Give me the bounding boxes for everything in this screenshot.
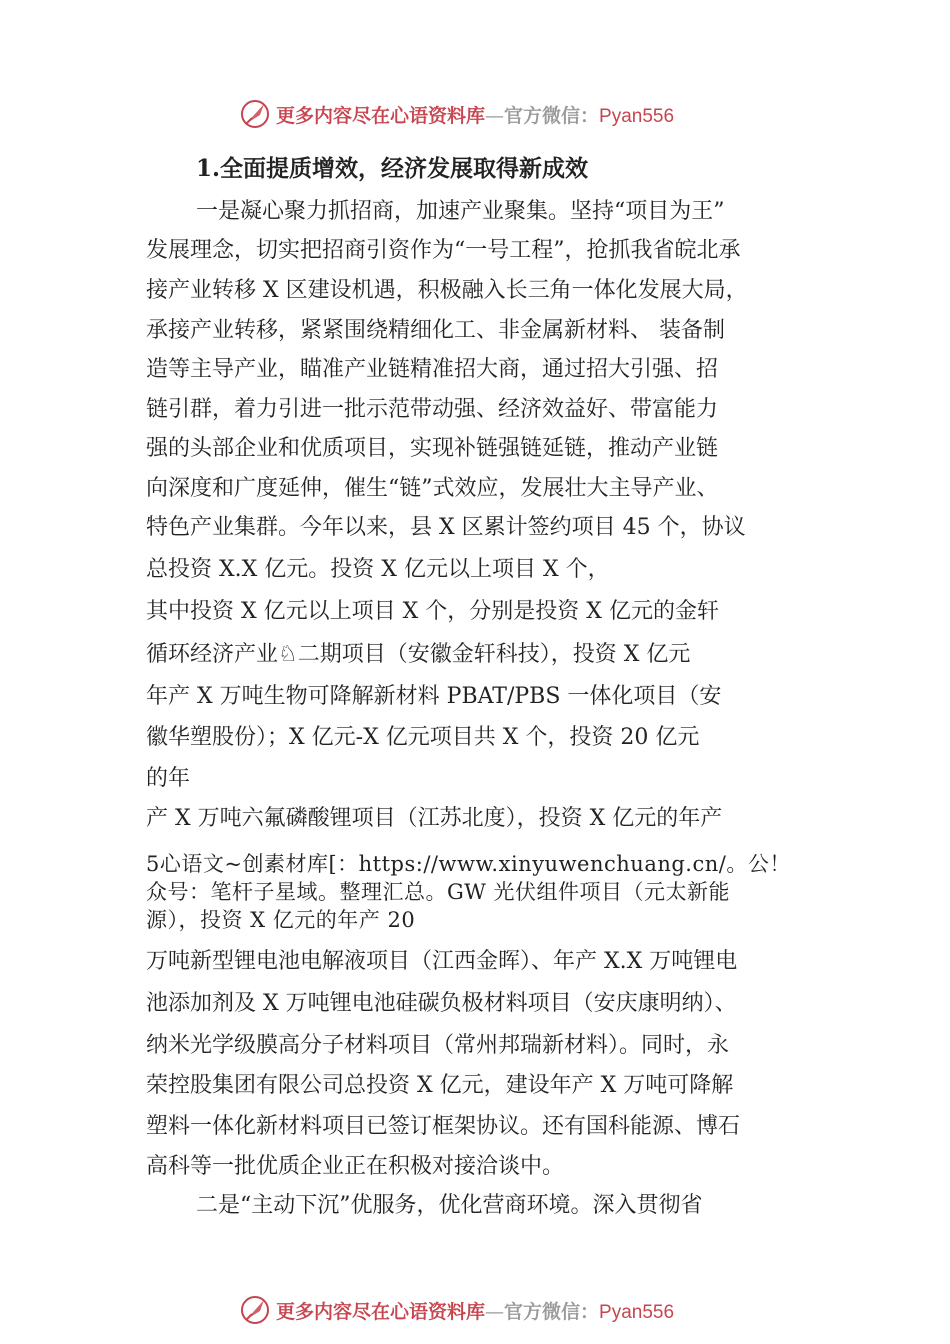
banner-wechat-id: Pyan556	[599, 1301, 675, 1323]
paragraph-line: 承接产业转移，紧紧围绕精细化工、非金属新材料、 装备制	[146, 318, 725, 343]
paragraph-line: 5心语文~创素材库[：https://www.xinyuwenchuang.cn/。公！	[146, 852, 791, 876]
paragraph-line: 源），投资 X 亿元的年产 20	[146, 908, 416, 932]
paragraph-line: 接产业转移 X 区建设机遇，积极融入长三角一体化发展大局，	[146, 278, 748, 303]
paragraph-line: 纳米光学级膜高分子材料项目（常州邦瑞新材料）。同时，永	[146, 1033, 730, 1058]
paragraph-line: 特色产业集群。今年以来，县 X 区累计签约项目 45 个，协议	[146, 515, 746, 540]
banner-main-text: 更多内容尽在心语资料库	[276, 1300, 486, 1323]
paragraph-line: 万吨新型锂电池电解液项目（江西金晖）、年产 X.X 万吨锂电	[146, 949, 738, 974]
section-heading: 1.全面提质增效，经济发展取得新成效	[196, 155, 589, 182]
paragraph-line: 池添加剂及 X 万吨锂电池硅碳负极材料项目（安庆康明纳）、	[146, 991, 737, 1016]
paragraph-line: 二是“主动下沉”优服务，优化营商环境。深入贯彻省	[196, 1193, 703, 1218]
paragraph-line: 造等主导产业，瞄准产业链精准招大商，通过招大引强、招	[146, 357, 719, 382]
paragraph-line: 强的头部企业和优质项目，实现补链强链延链，推动产业链	[146, 436, 719, 461]
paragraph-line: 年产 X 万吨生物可降解新材料 PBAT/PBS 一体化项目（安	[146, 684, 722, 709]
banner-dash: —	[485, 104, 505, 127]
paragraph-line: 一是凝心聚力抓招商，加速产业聚集。坚持“项目为王”	[196, 199, 725, 224]
banner-label: 官方微信：	[504, 104, 600, 127]
paragraph-line: 循环经济产业♘二期项目（安徽金轩科技），投资 X 亿元	[146, 642, 691, 667]
paragraph-line: 总投资 X.X 亿元。投资 X 亿元以上项目 X 个，	[146, 557, 610, 582]
paragraph-line: 向深度和广度延伸，催生“链”式效应，发展壮大主导产业、	[146, 476, 719, 501]
paragraph-line: 众号：笔杆子星域。整理汇总。GW 光伏组件项目（元太新能	[146, 880, 731, 904]
paragraph-line: 发展理念，切实把招商引资作为“一号工程”，抢抓我省皖北承	[146, 238, 741, 263]
paragraph-line: 荣控股集团有限公司总投资 X 亿元，建设年产 X 万吨可降解	[146, 1073, 734, 1098]
quill-logo-icon	[238, 1293, 272, 1327]
banner-main-text: 更多内容尽在心语资料库	[276, 104, 486, 127]
paragraph-line: 塑料一体化新材料项目已签订框架协议。还有国科能源、博石	[146, 1114, 741, 1139]
footer-watermark-banner	[0, 1290, 950, 1330]
paragraph-line: 徽华塑股份）；X 亿元-X 亿元项目共 X 个，投资 20 亿元	[146, 725, 700, 750]
quill-logo-icon	[238, 97, 272, 131]
paragraph-line: 链引群，着力引进一批示范带动强、经济效益好、带富能力	[146, 397, 719, 422]
paragraph-line: 其中投资 X 亿元以上项目 X 个，分别是投资 X 亿元的金轩	[146, 599, 719, 624]
banner-wechat-id: Pyan556	[599, 105, 675, 127]
banner-label: 官方微信：	[504, 1300, 600, 1323]
paragraph-line: 的年	[146, 766, 191, 791]
header-watermark-banner	[0, 94, 950, 134]
paragraph-line: 高科等一批优质企业正在积极对接洽谈中。	[146, 1154, 565, 1179]
banner-dash: —	[485, 1300, 505, 1323]
paragraph-line: 产 X 万吨六氟磷酸锂项目（江苏北度），投资 X 亿元的年产	[146, 806, 723, 831]
